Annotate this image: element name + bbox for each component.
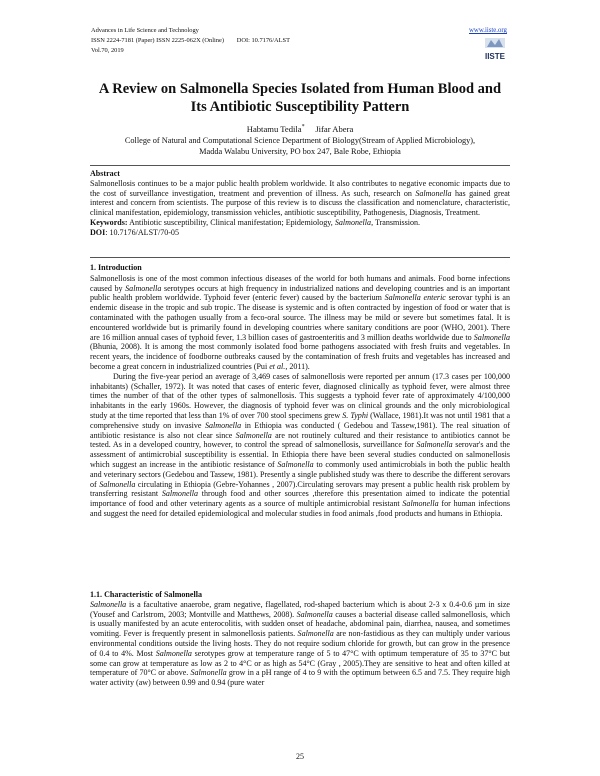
introduction-section xyxy=(90,263,510,519)
volume: Vol.70, 2019 xyxy=(91,47,124,54)
c-c: Salmonella xyxy=(296,609,333,619)
intro-paragraph-1 xyxy=(90,274,510,372)
keywords xyxy=(90,218,510,228)
affiliation xyxy=(60,136,540,157)
doi-value: : 10.7176/ALST/70-05 xyxy=(105,227,179,237)
paper-title xyxy=(60,80,540,116)
abstract-text-a: Salmonellosis continues to be a major public health problem worldwide. It also contributes to negative economic impacts due to the cost of surveillance investigation, treatment and prevention of illness. As such, research on xyxy=(90,178,510,198)
logo-text: IISTE xyxy=(484,52,506,61)
doi-short: DOI: 10.7176/ALST xyxy=(236,37,290,44)
doi-line xyxy=(90,228,510,238)
page-number: 25 xyxy=(296,752,304,761)
affiliation-line-2: Madda Walabu University, PO box 247, Bale Robe, Ethiopia xyxy=(199,146,401,156)
p2-n: Salmonella xyxy=(161,489,199,499)
abstract-top-rule xyxy=(90,165,510,166)
c-g: Salmonella xyxy=(155,648,192,658)
corresponding-mark: * xyxy=(301,124,305,131)
iiste-logo-icon xyxy=(482,36,508,62)
p2-l: Salmonella xyxy=(99,479,136,489)
abstract-heading: Abstract xyxy=(90,169,120,178)
p2-g: are not routinely cultured and their resistance to antibiotics cannot be tested. As in a developed country, however, to control the spread of salmonellosis, surveillance for xyxy=(90,430,510,450)
intro-paragraph-2 xyxy=(90,372,510,519)
p1-c: serotypes occurs at high frequency in industrialized nations and developing countries and is an important public health problem worldwide. Typhoid fever (enteric fever) caused by the bacterium xyxy=(90,283,511,303)
c-f: are non-fastidious as they can multiply under various environmental conditions outside the living hosts. They do not require sodium chloride for growth, but can grow in the presence of 0.4 to 4%. Most xyxy=(90,629,510,658)
p2-i: serovar's and the assessment of antimicrobial susceptibility is essential. In Ethiopia there have been several studies conducted on salmonellosis which suggest an increase in the antibiotic resistance of xyxy=(90,440,510,469)
abstract-bottom-rule xyxy=(90,257,510,258)
characteristic-section xyxy=(90,590,510,688)
c-d: causes a bacterial disease called salmonellosis, which is usually manifested by an acute enterocolitis, with sudden onset of headache, abdominal pain, diarrhea, nausea, and sometimes vomiting. Fever is frequently present in salmonellosis patients. xyxy=(90,609,511,639)
author-1: Habtamu Tedila xyxy=(246,124,302,134)
c-b: is a facultative anaerobe, gram negative, flagellated, rod-shaped bacterium which is about 2-3 x 0.4-0.6 µm in size (Yousef and Carlstrom, 2003; Montville and Matthews, 2008). xyxy=(90,599,510,619)
title-line-2: Its Antibiotic Susceptibility Pattern xyxy=(190,99,410,115)
p2-p: Salmonella xyxy=(402,499,439,509)
p2-d: Salmonella xyxy=(204,420,242,430)
c-a: Salmonella xyxy=(90,599,127,609)
abstract-text-b: Salmonella xyxy=(415,188,452,198)
p2-h: Salmonella xyxy=(416,440,453,450)
doi-label: DOI xyxy=(90,227,106,237)
p2-a: During the five-year period an average of 3,469 cases of salmonellosis were reported per annum (17.3 cases per 100,000 inhabitants) (Schaller, 1972). It was noted that cases of enteric fever, diagnosed clinically as typhoid fever, were almost three times the number of that of the other types of salmonellosis. This suggests a typhoid fever rate of approximately 4/100,000 inhabitants in the early 1960s. However, the diagnosis of typhoid fever was on clinical grounds and the only microbiological study at the time reported that less than 1% of over 700 stool specimens grew xyxy=(90,371,510,420)
abstract-section xyxy=(90,169,510,238)
p2-j: Salmonella xyxy=(277,459,314,469)
p1-d: Salmonella enteric xyxy=(384,293,446,303)
issn: ISSN 2224-7181 (Paper) ISSN 2225-062X (Online) xyxy=(91,37,224,44)
p2-m: circulating in Ethiopia (Gebre-Yohannes , 2007).Circulating serovars may present a public health risk problem by transferring resistant xyxy=(90,479,511,499)
characteristic-paragraph xyxy=(90,600,510,688)
keywords-c: , Transmission. xyxy=(371,217,421,227)
p1-h: et al. xyxy=(269,361,286,371)
p2-o: through food and other sources ,therefore this presentation aimed to indicate the potential importance of food and other veterinary agents as a source of multiple antimicrobial resistant xyxy=(90,489,510,509)
author-2: Jifar Abera xyxy=(315,124,354,134)
c-i: Salmonella xyxy=(190,668,227,678)
p1-a: Salmonellosis is one of the most common infectious diseases of the world for both humans and animals. Food borne infections caused by xyxy=(90,273,510,293)
keywords-b: Salmonella xyxy=(334,217,372,227)
c-e: Salmonella xyxy=(297,629,334,639)
p2-k: to commonly used antimicrobials in both the public health and veterinary sectors (Gedebou and Tassew, 1981). Presently a single published study was there to describe the different serovars of xyxy=(90,459,510,489)
p1-g: (Bhunia, 2008). It is among the most commonly isolated food borne pathogens associated with fresh fruits and vegetables. In recent years, the incidence of foodborne outbreaks caused by the contamination of fresh fruits and vegetables has increased and become a great concern in industrialized countries (Pui xyxy=(90,342,510,371)
keywords-a: Antibiotic susceptibility, Clinical manifestation; Epidemiology, xyxy=(129,217,333,227)
p1-b: Salmonella xyxy=(125,283,162,293)
keywords-label: Keywords: xyxy=(90,217,128,227)
p1-i: , 2011). xyxy=(285,361,310,371)
abstract-text xyxy=(90,179,510,218)
journal-url-link[interactable]: www.iiste.org xyxy=(469,27,507,34)
issn-line xyxy=(91,37,290,45)
c-j: grow in a pH range of 4 to 9 with the optimum between 6.5 and 7.5. They require high water activity (aw) between 0.99 and 0.94 (pure water xyxy=(90,668,511,688)
p2-b: S. Typhi xyxy=(342,410,369,420)
p2-e: in Ethiopia was conducted ( Gedebou and Tassew,1981). The real situation of antibiotic resistance is also not clear since xyxy=(90,420,511,440)
p1-e: serovar typhi is an endemic disease in the tropic and sub tropic. The disease is systemic and is often contracted by ingestion of food or water that is contaminated with the pathogen usually from a feco-oral source. The illness may be mild or severe but sometimes fatal. It is encountered worldwide but is primarily found in developing countries where sanitary conditions are poor (WHO, 2001). There are 16 million annual cases of typhoid fever, 1.3 billion cases of gastroenteritis and 3 million deaths worldwide due to xyxy=(90,293,510,342)
author-line xyxy=(60,124,540,134)
p1-f: Salmonella xyxy=(473,332,510,342)
abstract-text-c: has gained great interest and concern from scientists. The purpose of this review is to discuss the classification and nomenclature, characteristic, clinical manifestation, epidemiology, transmission vehicles, antibiotic susceptibility, Pathogenesis, Diagnosis, Treatment. xyxy=(90,188,511,218)
journal-name: Advances in Life Science and Technology xyxy=(91,27,199,34)
p2-q: for human infections and suggest the need for detailed epidemiological and molecular studies in food animals ,food products and humans in Ethiopia. xyxy=(90,499,510,518)
characteristic-heading: 1.1. Characteristic of Salmonella xyxy=(90,590,202,599)
p2-c: (Wallace, 1981).It was not until 1981 that a comprehensive study on invasive xyxy=(90,410,511,430)
affiliation-line-1: College of Natural and Computational Science Department of Biology(Stream of Applied Microbiology), xyxy=(124,136,476,145)
introduction-heading: 1. Introduction xyxy=(90,263,142,272)
title-line-1: A Review on Salmonella Species Isolated from Human Blood and xyxy=(98,81,502,97)
c-h: serotypes grow at temperature range of 5 to 47°C with optimum temperature of 35 to 37°C but some can grow at temperature as low as 2 to 4°C or as high as 54°C (Gray , 2005).They are sensitive to heat and often killed at temperature of 70°C or above. xyxy=(90,648,510,678)
p2-f: Salmonella xyxy=(235,430,272,440)
